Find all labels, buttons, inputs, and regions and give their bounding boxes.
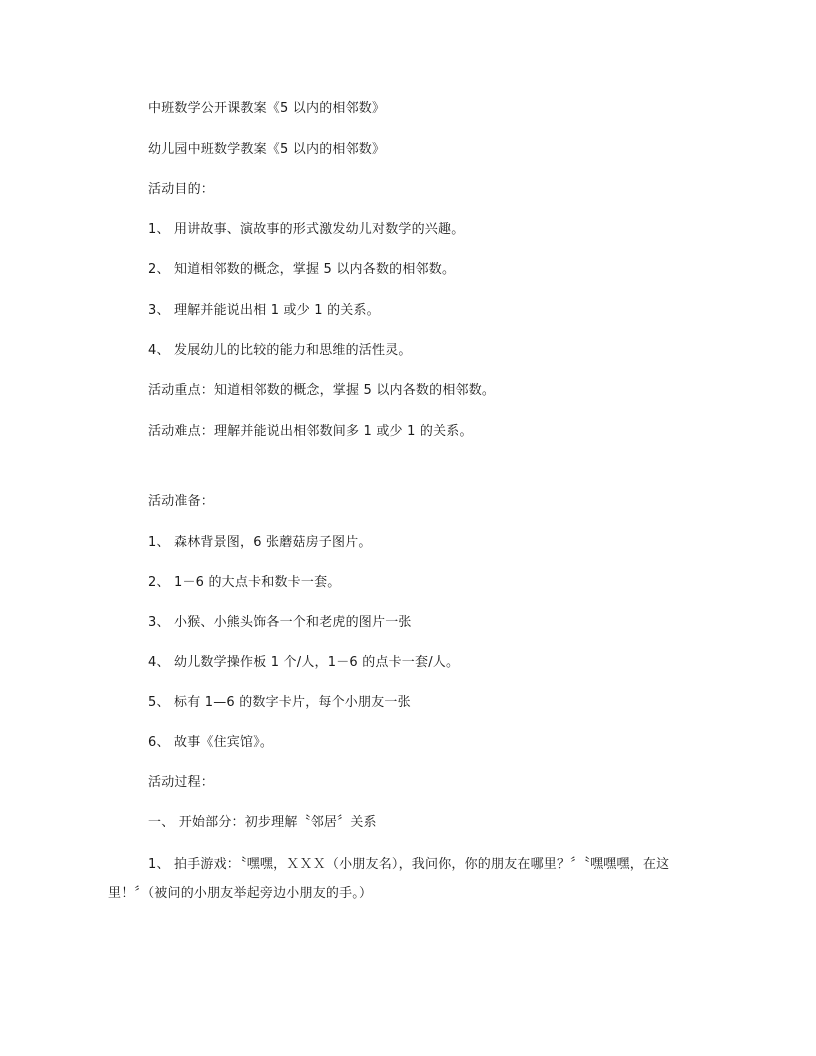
key-point: 活动重点：知道相邻数的概念，掌握 5 以内各数的相邻数。 xyxy=(148,383,496,398)
process-part-1: 一、 开始部分：初步理解〝邻居〞关系 xyxy=(148,815,377,830)
document-title: 中班数学公开课教案《5 以内的相邻数》 xyxy=(148,101,386,116)
goals-heading: 活动目的： xyxy=(148,182,215,197)
process-heading: 活动过程： xyxy=(148,775,215,790)
prep-item: 6、 故事《住宾馆》。 xyxy=(148,735,274,750)
difficult-point: 活动难点：理解并能说出相邻数间多 1 或少 1 的关系。 xyxy=(148,424,473,439)
document-subtitle: 幼儿园中班数学教案《5 以内的相邻数》 xyxy=(148,142,386,157)
prep-heading: 活动准备： xyxy=(148,494,215,509)
goal-item: 1、 用讲故事、演故事的形式激发幼儿对数学的兴趣。 xyxy=(148,222,465,237)
prep-item: 3、 小猴、小熊头饰各一个和老虎的图片一张 xyxy=(148,615,412,630)
goal-item: 3、 理解并能说出相 1 或少 1 的关系。 xyxy=(148,303,380,318)
goal-item: 2、 知道相邻数的概念，掌握 5 以内各数的相邻数。 xyxy=(148,262,456,277)
prep-item: 1、 森林背景图，6 张蘑菇房子图片。 xyxy=(148,535,372,550)
prep-item: 5、 标有 1—6 的数字卡片，每个小朋友一张 xyxy=(148,695,411,710)
process-step-1: 1、 拍手游戏：〝嘿嘿，ＸＸＸ（小朋友名），我问你，你的朋友在哪里？〞〝嘿嘿嘿，在这里！〞（被问的小朋友举起旁边小朋友的手。） xyxy=(108,857,670,901)
prep-item: 2、 1－6 的大点卡和数卡一套。 xyxy=(148,575,341,590)
prep-item: 4、 幼儿数学操作板 1 个/人，1－6 的点卡一套/人。 xyxy=(148,655,460,670)
goal-item: 4、 发展幼儿的比较的能力和思维的活性灵。 xyxy=(148,343,412,358)
